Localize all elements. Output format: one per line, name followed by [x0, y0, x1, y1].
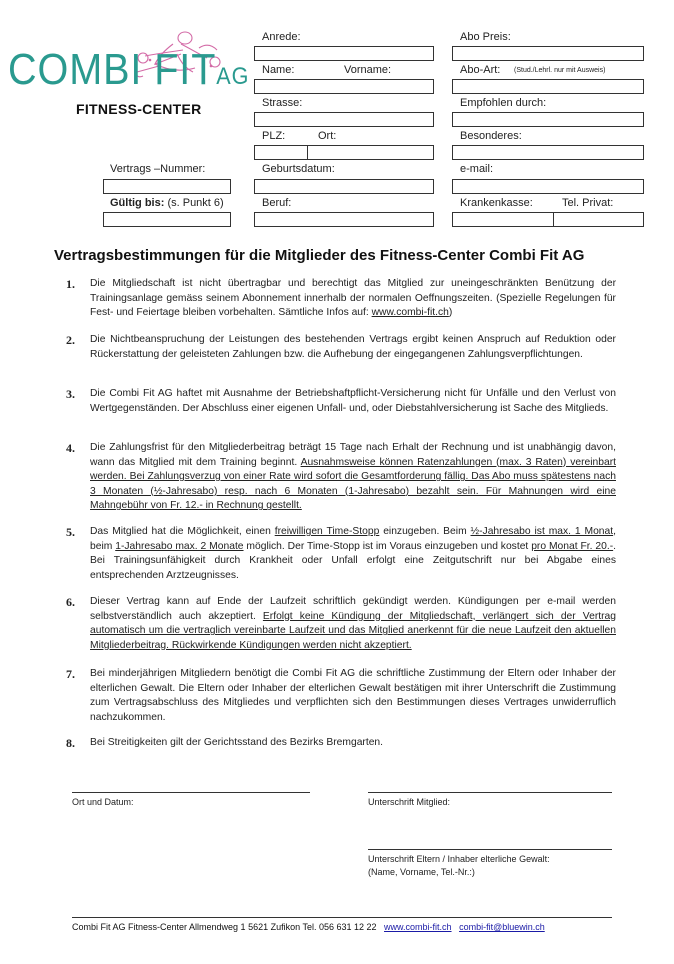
footer: [72, 922, 545, 932]
vertrags-nummer-field[interactable]: [103, 179, 231, 194]
label-name: Name:: [262, 64, 295, 76]
abo-art-note: (Stud./Lehrl. nur mit Ausweis): [514, 67, 606, 74]
footer-email-link[interactable]: combi-fit@bluewin.ch: [459, 922, 545, 932]
geburtsdatum-field[interactable]: [254, 179, 434, 194]
beruf-field[interactable]: [254, 212, 434, 227]
label-beruf: Beruf:: [262, 197, 292, 209]
signature-member-line[interactable]: [368, 792, 612, 793]
label-besonderes: Besonderes:: [460, 130, 522, 142]
label-krankenkasse: Krankenkasse:: [460, 197, 533, 209]
ort-field[interactable]: [307, 145, 434, 160]
footer-divider: [72, 917, 612, 918]
anrede-field[interactable]: [254, 46, 434, 61]
signature-parents-note: (Name, Vorname, Tel.-Nr.:): [368, 867, 475, 877]
clause-5: 5. Das Mitglied hat die Möglichkeit, einen freiwilligen Time-Stopp einzugeben. Beim ½-Jahresabo ist max. 1 Monat, beim 1-Jahresabo max. 2 Monate möglich. Der Time-Stopp ist im Voraus einzugeben und kostet pro Monat Fr. 20.-. Bei Trainingsunfähigkeit durch Krankheit oder Unfall erfolgt eine Zeitgutschrift nur bei Abgabe eines entsprechenden Arztzeugnisses.: [66, 525, 616, 581]
ort-datum-line[interactable]: [72, 792, 310, 793]
empfohlen-field[interactable]: [452, 112, 644, 127]
brand-ag: AG: [216, 63, 250, 90]
website-link[interactable]: www.combi-fit.ch: [371, 307, 449, 319]
clause-2: 2. Die Nichtbeanspruchung der Leistungen des bestehenden Vertrags ergibt keinen Anspruch auf Reduktion oder Rückerstattung der geleisteten Zahlungen bzw. die Aufhebung der eingegangenen Zahlungsverpflichtungen.: [66, 333, 616, 360]
signature-parents-line[interactable]: [368, 849, 612, 850]
abo-art-field[interactable]: [452, 79, 644, 94]
abo-preis-field[interactable]: [452, 46, 644, 61]
name-field[interactable]: [254, 79, 434, 94]
email-field[interactable]: [452, 179, 644, 194]
gueltig-bis-field[interactable]: [103, 212, 231, 227]
logo-subtitle: FITNESS-CENTER: [76, 101, 202, 117]
label-abo-preis: Abo Preis:: [460, 31, 511, 43]
signature-parents-label: Unterschrift Eltern / Inhaber elterliche Gewalt:: [368, 854, 550, 864]
label-anrede: Anrede:: [262, 31, 301, 43]
clause-4: 4. Die Zahlungsfrist für den Mitgliederbeitrag beträgt 15 Tage nach Erhalt der Rechnung und ist unabhängig davon, wann das Mitglied mit dem Training beginnt. Ausnahmsweise können Ratenzahlungen (max. 3 Raten) vereinbart werden. Bei Zahlungsverzug von einer Rate wird sofort die Gesamtforderung fällig. Das Abo muss spätestens nach 3 Monaten (½-Jahresabo) resp. nach 6 Monaten (1-Jahresabo) bezahlt sein. Für Mahnungen wird eine Mahngebühr von Fr. 12.- in Rechnung gestellt.: [66, 441, 616, 512]
clause-7: 7. Bei minderjährigen Mitgliedern benötigt die Combi Fit AG die schriftliche Zustimmung der Eltern oder Inhaber der elterlichen Gewalt. Die Eltern oder Inhaber der elterlichen Gewalt bestätigen mit ihrer Unterschrift die Zustimmung zum Vertragsabschluss des Mitgliedes und verpflichten sich den Bestimmungen dieses Vertrages unwiderruflich nachzukommen.: [66, 667, 616, 723]
plz-field[interactable]: [254, 145, 308, 160]
label-empfohlen: Empfohlen durch:: [460, 97, 547, 109]
label-gueltig-bis: Gültig bis: (s. Punkt 6): [110, 197, 224, 209]
ort-datum-label: Ort und Datum:: [72, 797, 134, 807]
signature-member-label: Unterschrift Mitglied:: [368, 797, 451, 807]
clause-3: 3. Die Combi Fit AG haftet mit Ausnahme der Betriebshaftpflicht-Versicherung nicht für Unfälle und den Verlust von Wertgegenständen. Der Abschluss einer eigenen Unfall- und, oder Diebstahlversicherung ist Sache des Mitglieds.: [66, 387, 616, 414]
tel-privat-field[interactable]: [553, 212, 644, 227]
label-vorname: Vorname:: [344, 64, 392, 76]
brand-main: COMBI FIT: [8, 45, 217, 94]
label-ort: Ort:: [318, 130, 337, 142]
label-geburtsdatum: Geburtsdatum:: [262, 163, 335, 175]
besonderes-field[interactable]: [452, 145, 644, 160]
label-tel-privat: Tel. Privat:: [562, 197, 614, 209]
krankenkasse-field[interactable]: [452, 212, 554, 227]
footer-company: Combi Fit AG Fitness-Center Allmendweg 1 5621 Zufikon Tel. 056 631 12 22: [72, 922, 377, 932]
footer-web-link[interactable]: www.combi-fit.ch: [384, 922, 452, 932]
clause-1: 1. Die Mitgliedschaft ist nicht übertragbar und berechtigt das Mitglied zur uneingeschränkten Benützung der Trainingsanlage gemäss seinem Abonnement innerhalb der normalen Oeffnungszeiten. (Spezielle Regelungen für Fest- und Feiertage bleiben vorbehalten. Sämtliche Infos auf: www.combi-fit.ch): [66, 277, 616, 319]
label-abo-art: Abo-Art:: [460, 64, 501, 76]
label-vertrags-nummer: Vertrags –Nummer:: [110, 163, 206, 175]
label-plz: PLZ:: [262, 130, 286, 142]
clause-8: 8. Bei Streitigkeiten gilt der Gerichtsstand des Bezirks Bremgarten.: [66, 736, 384, 750]
label-strasse: Strasse:: [262, 97, 303, 109]
brand-logo: [8, 45, 250, 94]
strasse-field[interactable]: [254, 112, 434, 127]
clause-6: 6. Dieser Vertrag kann auf Ende der Laufzeit schriftlich gekündigt werden. Kündigungen per e-mail werden selbstverständlich auch akzeptiert. Erfolgt keine Kündigung der Mitgliedschaft, verlängert sich der Vertrag automatisch um die vertraglich vereinbarte Laufzeit und das Mitglied anerkennt für die neue Laufzeit den aktuellen Mitgliederbeitrag. Rückwirkende Kündigungen werden nicht akzeptiert.: [66, 595, 616, 651]
page-title: Vertragsbestimmungen für die Mitglieder des Fitness-Center Combi Fit AG: [54, 247, 585, 264]
label-email: e-mail:: [460, 163, 494, 175]
